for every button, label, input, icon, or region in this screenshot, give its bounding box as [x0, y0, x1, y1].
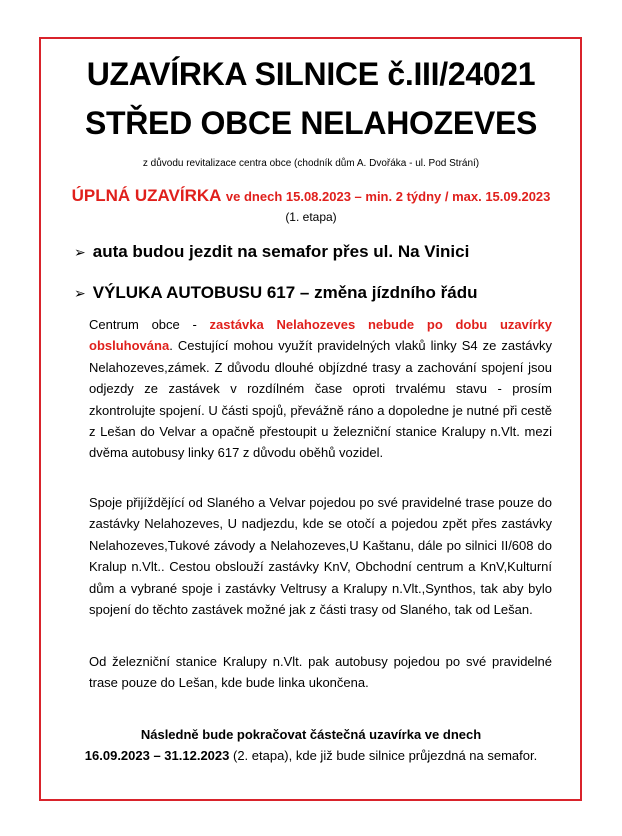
arrow-bullet-icon: ➢ [74, 285, 86, 301]
arrow-bullet-icon: ➢ [74, 244, 86, 260]
paragraph-kralupy: Od železniční stanice Kralupy n.Vlt. pak autobusy pojedou po své pravidelné trase pouze do Lešan, kde bude linka ukončena. [89, 654, 552, 691]
closure-dates: ve dnech 15.08.2023 – min. 2 týdny / max. 15.09.2023 [225, 189, 551, 204]
closure-line [0, 184, 622, 209]
bullet-text: auta budou jezdit na semafor přes ul. Na Vinici [92, 242, 470, 261]
bullet-item-bus-closure [74, 281, 574, 305]
paragraph-rest: . Cestující mohou využít pravidelných vlaků linky S4 ze zastávky Nelahozeves,zámek. Z důvodu dlouhé objízdné trasy a zachování spojení jsou odjezdy ze zastávek v rozdílném čase oproti trvalému stavu - prosím zkontrolujte spojení. U části spojů, převážně ráno a dopoledne je nutné při cestě z Lešan do Velvar a opačně přestoupit u železniční stanice Kralupy n.Vlt. mezi dvěma autobusy linky 617 z důvodu oběhů vozidel. [89, 338, 552, 461]
notice-title-line1: UZAVÍRKA SILNICE č.III/24021 [86, 56, 536, 92]
final-notice [0, 724, 622, 767]
closure-stage: (1. etapa) [285, 210, 337, 224]
paragraph-route-change: Spoje přijíždějící od Slaného a Velvar pojedou po své pravidelné trase pouze do zastávky Nelahozeves, U nadjezdu, kde se otočí a pojedou zpět přes zastávky Nelahozeves,Tukové závody a Nelahozeves,U Kaštanu, dále po silnici II/608 do Kralup n.Vlt.. Cestou obslouží zastávky KnV, Obchodní centrum a KnV,Kulturní dům a vybrané spoje i zastávky Veltrusy a Kralupy n.Vlt.,Synthos, tak aby bylo spojení do těchto zastávek možné jak z části trasy od Slaného, tak od Lešan. [89, 495, 552, 618]
closure-label: ÚPLNÁ UZAVÍRKA [71, 186, 222, 205]
paragraph-center-stop [89, 314, 552, 464]
final-rest: (2. etapa), kde již bude silnice průjezdná na semafor. [229, 748, 538, 764]
bullet-item-semaphore [74, 240, 574, 264]
paragraph-lead: Centrum obce - [89, 317, 210, 332]
final-dates: 16.09.2023 – 31.12.2023 [84, 748, 230, 764]
final-line1: Následně bude pokračovat částečná uzavírka ve dnech [140, 727, 482, 742]
bullet-text: VÝLUKA AUTOBUSU 617 – změna jízdního řádu [92, 283, 478, 302]
notice-subtitle: z důvodu revitalizace centra obce (chodník dům A. Dvořáka - ul. Pod Strání) [142, 158, 480, 169]
stop-closed-highlight: zastávka Nelahozeves nebude po dobu uzavírky obsluhována [89, 317, 552, 354]
notice-title-line2: STŘED OBCE NELAHOZEVES [84, 105, 538, 141]
